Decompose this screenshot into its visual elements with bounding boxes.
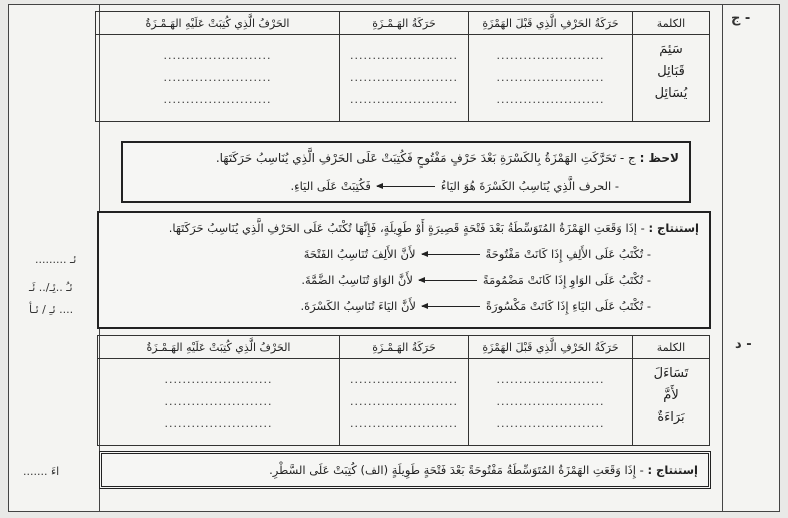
margin-answer: ئـُ ..ئِـ/.. ئَـ: [29, 281, 73, 294]
answer-blank[interactable]: ........................: [164, 417, 273, 430]
word: قَبَائِل: [657, 64, 685, 79]
note-line: [291, 179, 619, 193]
word-list: [633, 359, 710, 446]
table-header-row: [96, 12, 710, 35]
arrow-icon: [419, 280, 477, 281]
table-row: [96, 35, 710, 122]
answer-blank[interactable]: ........................: [496, 417, 605, 430]
rule-text: - تُكْتَبُ عَلَى اليَاءِ إِذَا كَانَتْ مَكْسُورَةً: [485, 299, 651, 313]
table-d: [97, 335, 710, 446]
conclusion-tag: إستنتاج :: [648, 221, 699, 235]
section-label-c: ج -: [731, 11, 751, 26]
table-header-row: [98, 336, 710, 359]
conclusion-text: - إِذَا وَقَعَتِ الهَمْزَةُ المُتَوَسِّطَةُ مَفْتُوحَةً بَعْدَ فَتْحَةٍ طَوِيلَةٍ (الف) كُتِبَتْ عَلَى السَّطْرِ.: [269, 463, 644, 477]
answer-blank[interactable]: ........................: [350, 395, 458, 408]
answer-column: [469, 359, 633, 446]
word: بَرَاءَةٌ: [657, 410, 685, 425]
answer-blank[interactable]: ........................: [496, 71, 605, 84]
answer-blank[interactable]: ........................: [496, 49, 605, 62]
answer-blank[interactable]: ........................: [163, 93, 272, 106]
word: سَئِمَ: [659, 42, 683, 57]
rule-reason: لأَنَّ الوَاوَ تُنَاسِبُ الضَّمَّةَ.: [301, 273, 413, 287]
header-prev-vowel: حَرَكَةُ الحَرْفِ الَّذِي قَبْلَ الهَمْزَةِ: [469, 336, 633, 359]
conclusion-line: [269, 463, 698, 477]
header-word: الكلمة: [633, 12, 710, 35]
answer-blank[interactable]: ........................: [163, 71, 272, 84]
conclusion-box: [97, 211, 711, 329]
section-label-d: د -: [735, 337, 752, 352]
answer-column: [98, 359, 340, 446]
table-c: [95, 11, 710, 122]
answer-blank[interactable]: ........................: [350, 417, 458, 430]
arrow-icon: [422, 306, 480, 307]
word: لأَمَّ: [663, 388, 679, 403]
conclusion-tag: إستنتاج :: [647, 463, 698, 477]
margin-answer: ....... اءَ: [23, 465, 60, 478]
note-text: فَكُتِبَتْ عَلَى اليَاءِ.: [290, 179, 371, 193]
rule-reason: لأَنَّ اليَاءَ تُنَاسِبُ الكَسْرَةَ.: [300, 299, 416, 313]
rule-text: - تُكْتَبُ عَلَى الأَلِفِ إِذَا كَانَتْ مَفْتُوحَةً: [485, 247, 651, 261]
answer-blank[interactable]: ........................: [164, 373, 273, 386]
header-word: الكلمة: [633, 336, 710, 359]
header-seat-letter: الحَرْفُ الَّذِي كُتِبَتْ عَلَيْهِ الهَـمْـزَةُ: [98, 336, 340, 359]
margin-answer: ئـِ / ئـأ ....: [29, 303, 74, 316]
margin-answer: ......... ئـ: [35, 253, 77, 266]
rule-row: [304, 247, 651, 261]
answer-column: [340, 35, 469, 122]
worksheet: [8, 4, 780, 512]
answer-column: [469, 35, 633, 122]
conclusion-line: [169, 221, 699, 235]
conclusion-text: - إذَا وَقَعَتِ الهَمْزَةُ المُتَوَسِّطَةُ بَعْدَ فَتْحَةٍ قَصِيرَةٍ أَوْ طَوِيلَةٍ، فَإِنَّهَا تُكْتَبُ عَلَى الحَرْفِ الَّذِي يُنَاسِبُ حَرَكَتَهَا.: [168, 221, 645, 235]
answer-blank[interactable]: ........................: [164, 395, 273, 408]
rule-text: - تُكْتَبُ عَلَى الوَاوِ إِذَا كَانَتْ مَضْمُومَةً: [482, 273, 651, 287]
word: يُسَائِل: [654, 86, 688, 101]
answer-blank[interactable]: ........................: [350, 373, 458, 386]
answer-column: [96, 35, 340, 122]
rule-row: [301, 273, 651, 287]
arrow-icon: [377, 186, 435, 187]
header-hamza-vowel: حَرَكَةُ الهَـمْـزَةِ: [340, 336, 469, 359]
answer-blank[interactable]: ........................: [350, 93, 458, 106]
label-divider: [722, 5, 723, 511]
header-seat-letter: الحَرْفُ الَّذِي كُتِبَتْ عَلَيْهِ الهَـمْـزَةُ: [96, 12, 340, 35]
rule-reason: لأَنَّ الأَلِفَ تُنَاسِبُ الفَتْحَةَ: [303, 247, 416, 261]
header-hamza-vowel: حَرَكَةُ الهَـمْـزَةِ: [340, 12, 469, 35]
word-list: [633, 35, 710, 122]
note-tag: لاحظ :: [639, 151, 679, 165]
note-text: - الحرف الَّذِي يُنَاسِبُ الكَسْرَةَ هُوَ اليَاءُ: [440, 179, 619, 193]
note-text: ج - تَحَرَّكَتِ الهَمْزَةُ بِالكَسْرَةِ بَعْدَ حَرْفٍ مَفْتُوحٍ فَكُتِبَتْ عَلَى الحَرْفِ الَّذِي يُنَاسِبُ حَرَكَتَهَا.: [215, 151, 636, 165]
answer-blank[interactable]: ........................: [163, 49, 272, 62]
answer-column: [340, 359, 469, 446]
note-box: [121, 141, 691, 203]
answer-blank[interactable]: ........................: [496, 373, 605, 386]
answer-blank[interactable]: ........................: [496, 93, 605, 106]
table-row: [98, 359, 710, 446]
conclusion-box: [99, 451, 711, 489]
note-line: [216, 151, 679, 165]
answer-blank[interactable]: ........................: [350, 49, 458, 62]
rule-row: [300, 299, 651, 313]
arrow-icon: [422, 254, 480, 255]
word: تَسَاءَلَ: [653, 366, 689, 381]
answer-blank[interactable]: ........................: [350, 71, 458, 84]
header-prev-vowel: حَرَكَةُ الحَرْفِ الَّذِي قَبْلَ الهَمْزَةِ: [469, 12, 633, 35]
answer-blank[interactable]: ........................: [496, 395, 605, 408]
